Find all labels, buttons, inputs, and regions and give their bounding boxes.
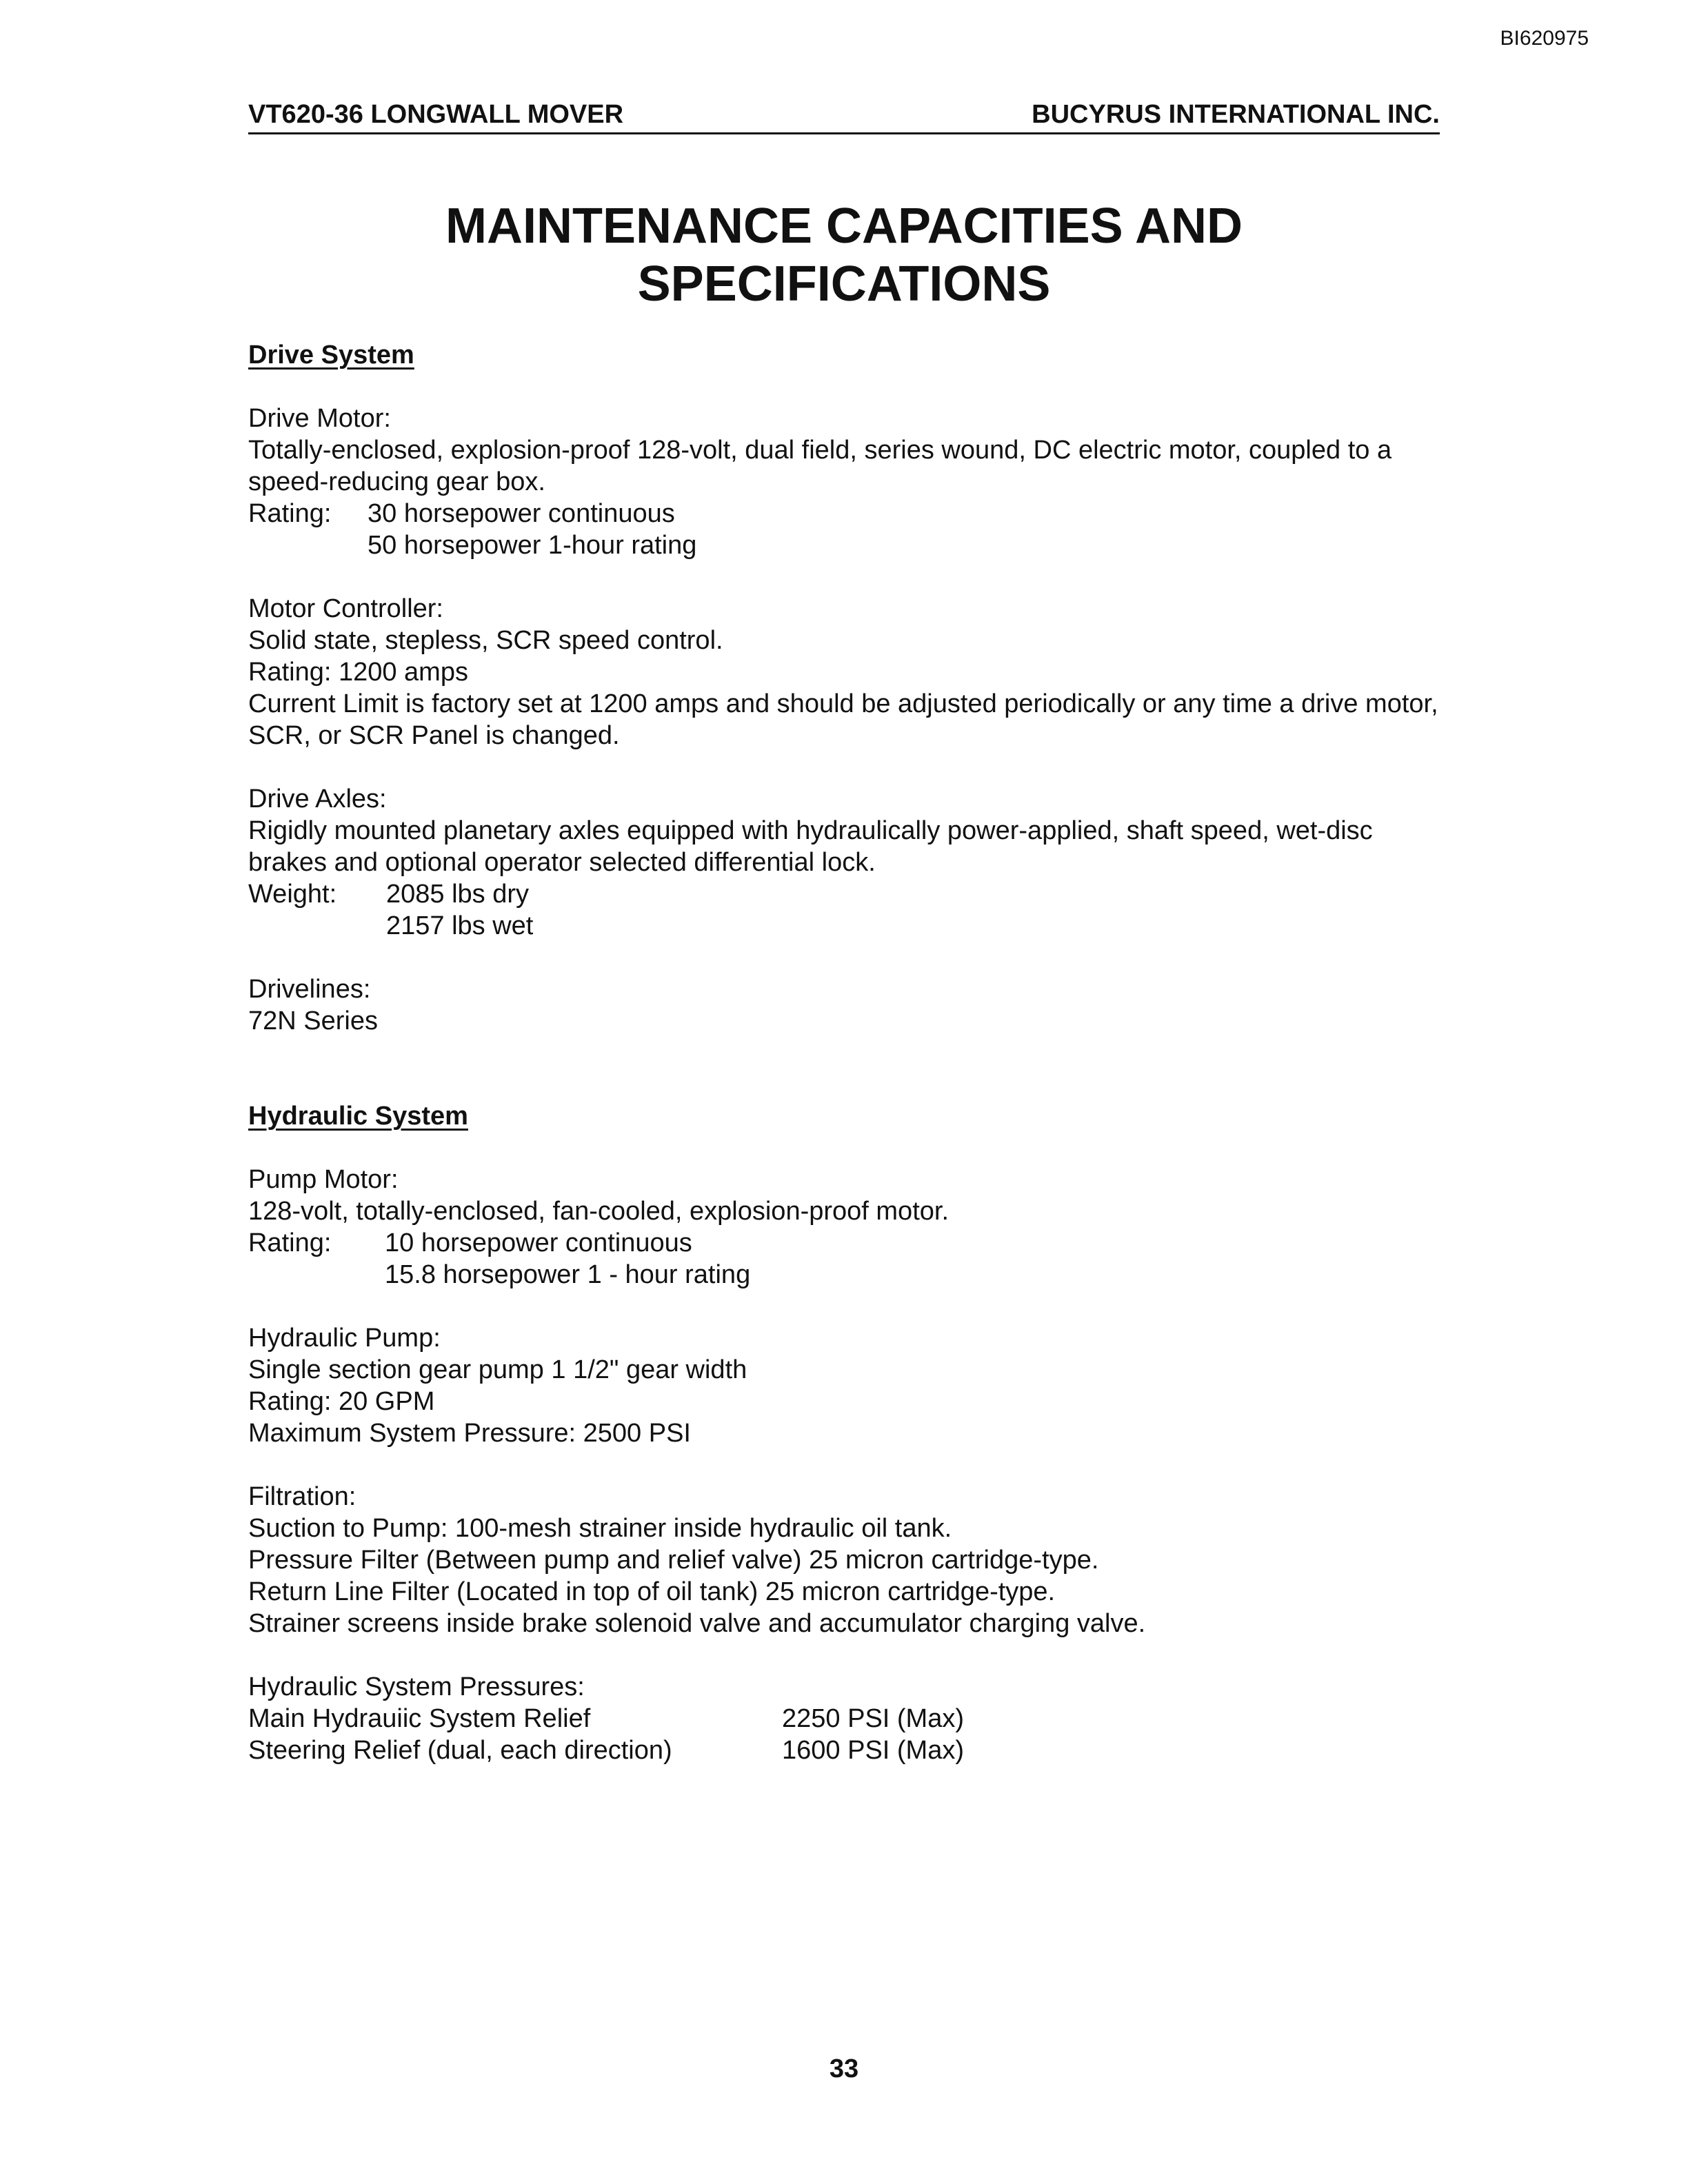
- header-product-title: VT620-36 LONGWALL MOVER: [248, 100, 624, 129]
- page-title: [248, 197, 1440, 313]
- section-spacer: [248, 1069, 1448, 1100]
- drive-system-heading: Drive System: [248, 341, 414, 370]
- pressure-row-main-relief: [248, 1703, 1448, 1735]
- pressure-row-steering-relief: [248, 1735, 1448, 1766]
- header-company-name: BUCYRUS INTERNATIONAL INC.: [1032, 100, 1440, 129]
- drivelines-label: Drivelines:: [248, 975, 371, 1004]
- hydraulic-pump-block: [248, 1322, 1448, 1449]
- pump-motor-rating-label: Rating:: [248, 1228, 332, 1257]
- pump-motor-rating-row: [248, 1227, 1448, 1259]
- filtration-block: [248, 1481, 1448, 1639]
- filtration-strainer-screens: Strainer screens inside brake solenoid valve and accumulator charging valve.: [248, 1609, 1146, 1638]
- drive-axles-weight-dry: 2085 lbs dry: [386, 880, 530, 909]
- drive-motor-rating-1hour: 50 horsepower 1-hour rating: [368, 531, 697, 560]
- document-id: BI620975: [1500, 27, 1589, 50]
- pressure-name-main-relief: Main Hydrauiic System Relief: [248, 1704, 591, 1733]
- drivelines-block: [248, 973, 1448, 1037]
- filtration-suction: Suction to Pump: 100-mesh strainer inside hydraulic oil tank.: [248, 1514, 952, 1543]
- filtration-return-line-filter: Return Line Filter (Located in top of oil tank) 25 micron cartridge-type.: [248, 1577, 1056, 1606]
- pump-motor-rating-continuous: 10 horsepower continuous: [385, 1228, 692, 1257]
- main-content: [248, 339, 1448, 1798]
- pump-motor-description: 128-volt, totally-enclosed, fan-cooled, explosion-proof motor.: [248, 1197, 949, 1226]
- hydraulic-pump-type: Single section gear pump 1 1/2" gear width: [248, 1355, 747, 1384]
- drive-axles-description: Rigidly mounted planetary axles equipped with hydraulically power-applied, shaft speed, wet-disc brakes and optional operator selected differential lock.: [248, 816, 1373, 877]
- filtration-pressure-filter: Pressure Filter (Between pump and relief valve) 25 micron cartridge-type.: [248, 1546, 1099, 1575]
- hydraulic-pressures-label: Hydraulic System Pressures:: [248, 1672, 585, 1701]
- drivelines-value: 72N Series: [248, 1007, 378, 1035]
- motor-controller-label: Motor Controller:: [248, 594, 443, 623]
- hydraulic-system-heading: Hydraulic System: [248, 1102, 468, 1131]
- drive-motor-block: [248, 403, 1448, 561]
- pump-motor-block: [248, 1164, 1448, 1291]
- drive-motor-label: Drive Motor:: [248, 404, 391, 433]
- motor-controller-current-limit: Current Limit is factory set at 1200 amps and should be adjusted periodically or any time a drive motor, SCR, or SCR Panel is changed.: [248, 689, 1438, 750]
- pressure-value-steering-relief: 1600 PSI (Max): [782, 1736, 964, 1765]
- drive-axles-weight-row: [248, 878, 1448, 910]
- hydraulic-pump-max-pressure: Maximum System Pressure: 2500 PSI: [248, 1419, 691, 1448]
- motor-controller-block: [248, 593, 1448, 751]
- motor-controller-rating: Rating: 1200 amps: [248, 658, 468, 687]
- page-title-line-2: SPECIFICATIONS: [637, 256, 1051, 312]
- page-number: 33: [829, 2054, 859, 2083]
- pressure-name-steering-relief: Steering Relief (dual, each direction): [248, 1736, 672, 1765]
- hydraulic-pump-label: Hydraulic Pump:: [248, 1324, 441, 1353]
- page-header: [248, 99, 1440, 134]
- drive-axles-weight-label: Weight:: [248, 880, 337, 909]
- hydraulic-pressures-block: [248, 1671, 1448, 1766]
- motor-controller-type: Solid state, stepless, SCR speed control.: [248, 626, 723, 655]
- drive-axles-block: [248, 783, 1448, 942]
- drive-motor-rating-continuous: 30 horsepower continuous: [368, 499, 675, 528]
- drive-motor-rating-label: Rating:: [248, 499, 332, 528]
- hydraulic-pump-rating: Rating: 20 GPM: [248, 1387, 435, 1416]
- page-title-line-1: MAINTENANCE CAPACITIES AND: [445, 199, 1243, 254]
- pump-motor-rating-1hour: 15.8 horsepower 1 - hour rating: [385, 1260, 751, 1289]
- pressure-value-main-relief: 2250 PSI (Max): [782, 1704, 964, 1733]
- drive-motor-rating-row: [248, 498, 1448, 529]
- drive-axles-weight-wet: 2157 lbs wet: [386, 911, 534, 940]
- filtration-label: Filtration:: [248, 1482, 356, 1511]
- pump-motor-label: Pump Motor:: [248, 1165, 399, 1194]
- drive-axles-label: Drive Axles:: [248, 785, 387, 813]
- drive-motor-description: Totally-enclosed, explosion-proof 128-volt, dual field, series wound, DC electric motor, coupled to a speed-reducing gear box.: [248, 436, 1392, 496]
